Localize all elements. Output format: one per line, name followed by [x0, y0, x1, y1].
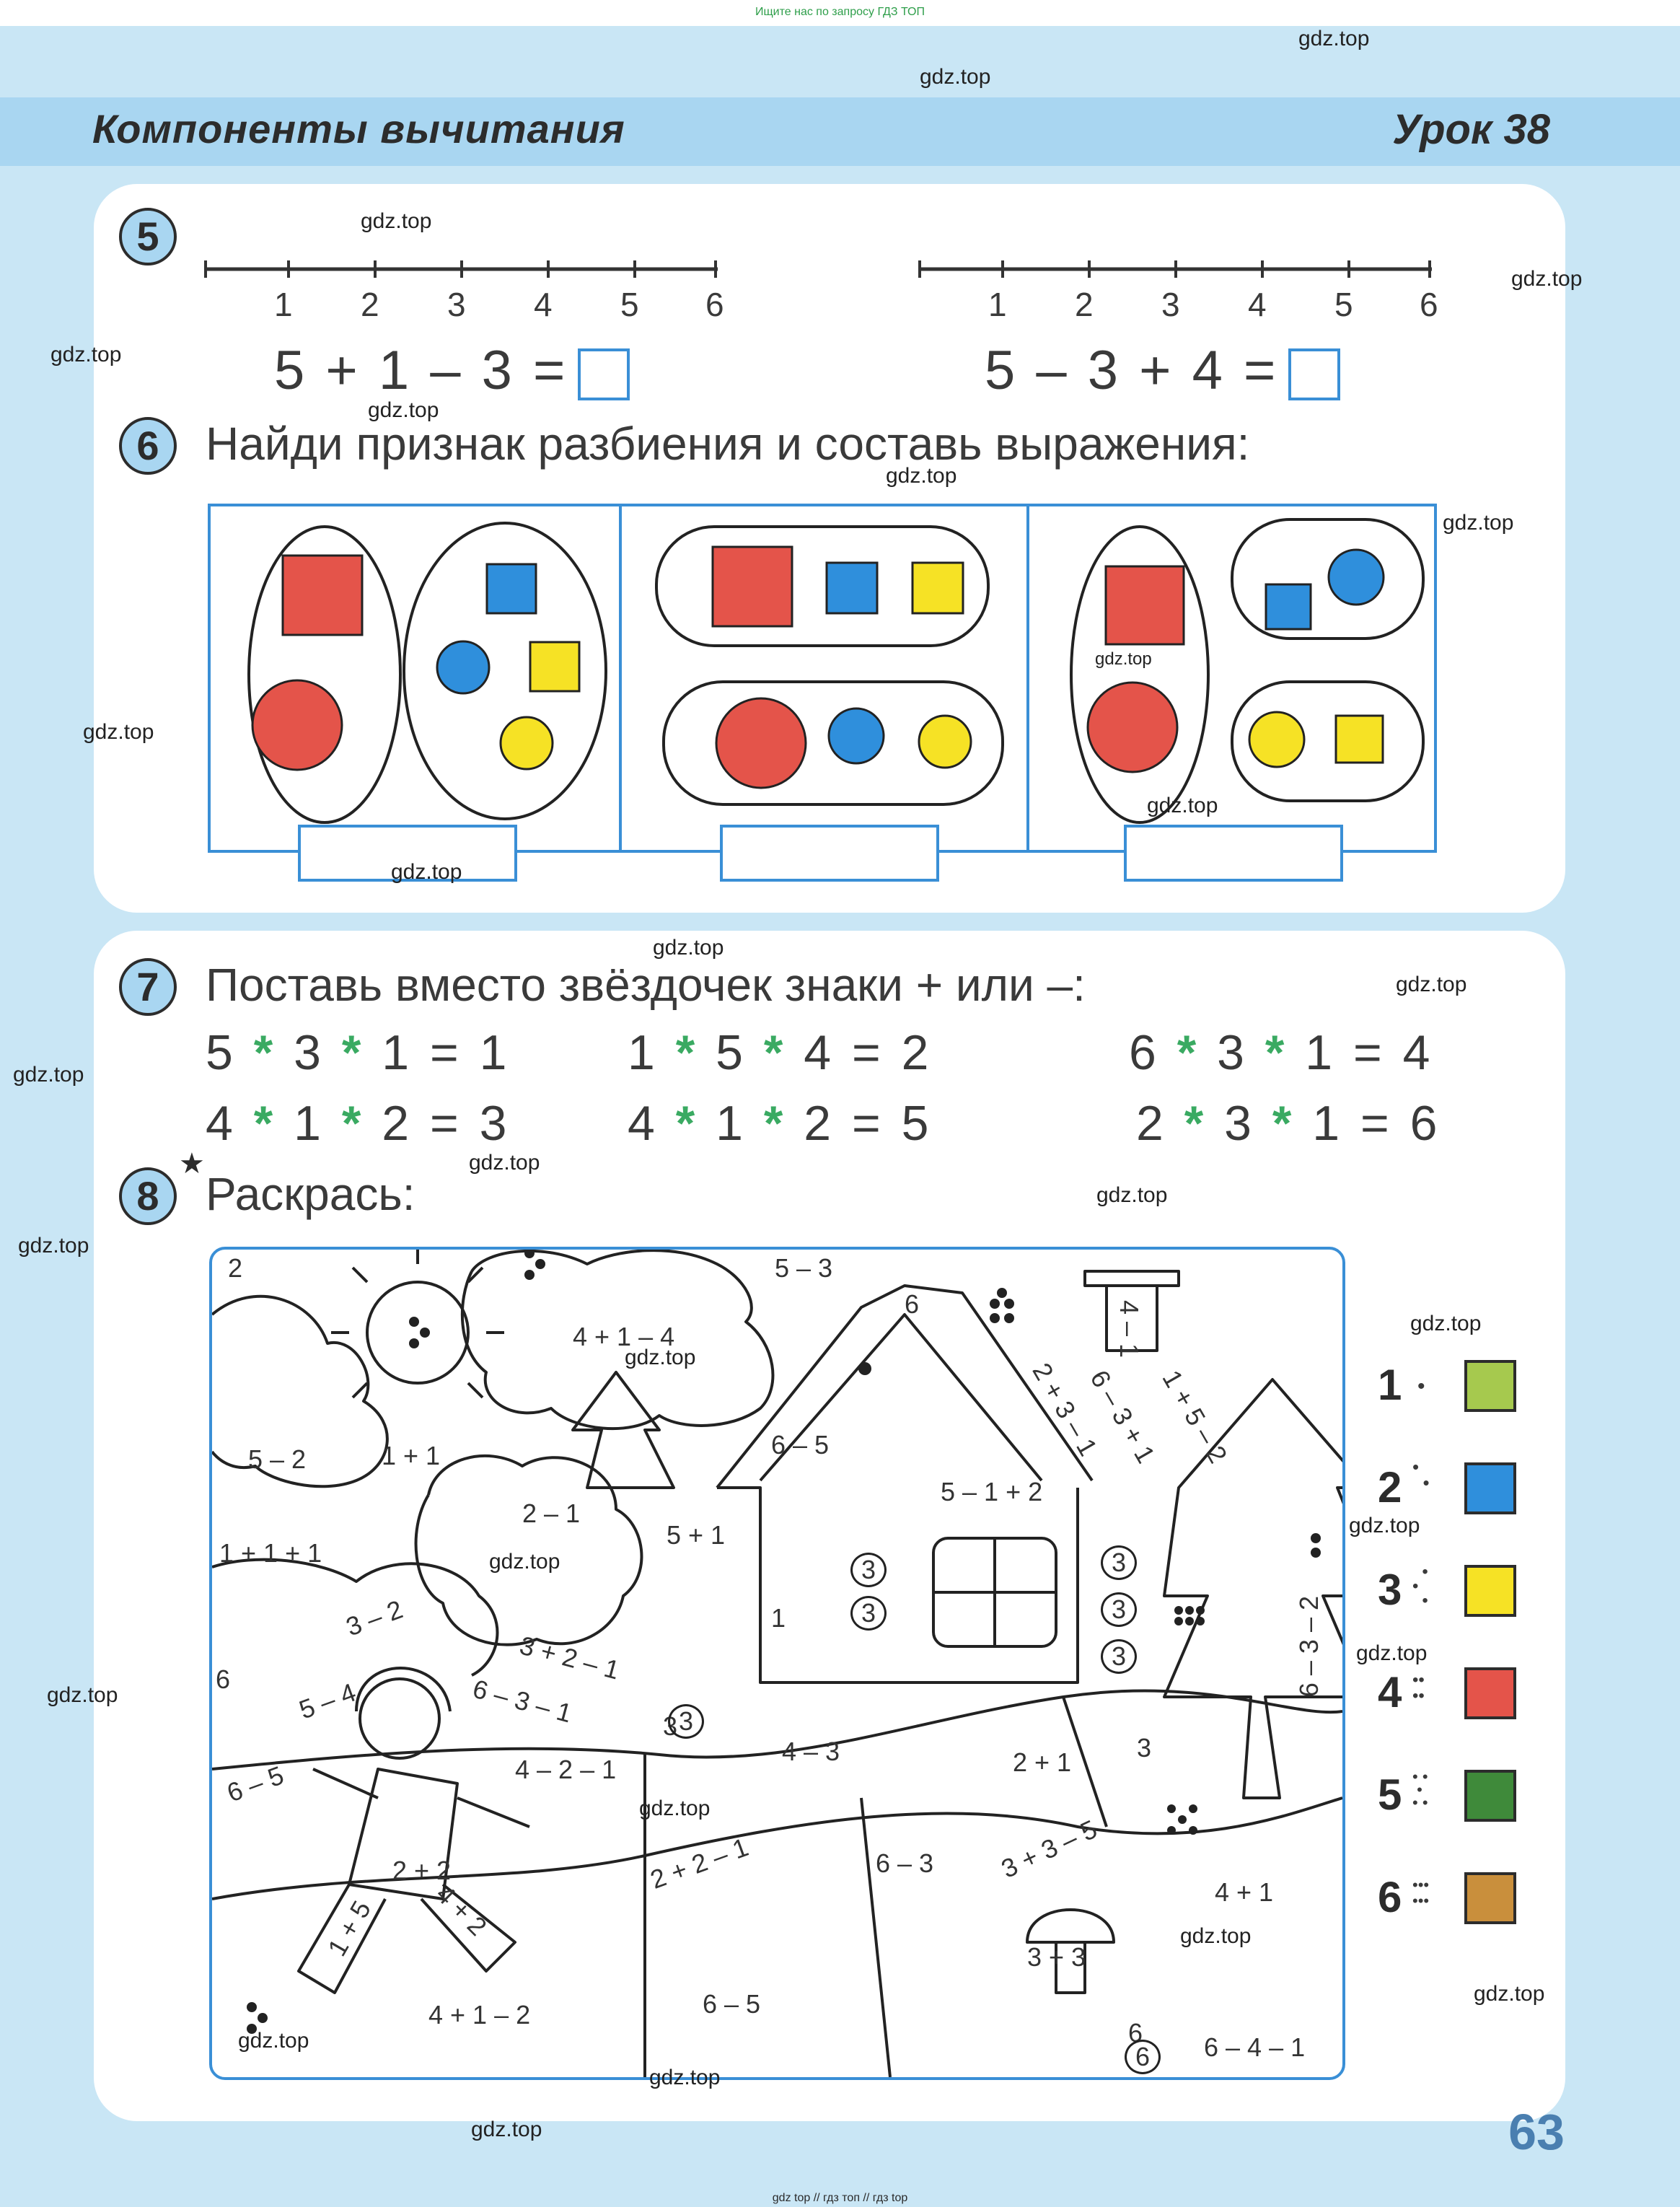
legend-number: 1	[1378, 1361, 1402, 1409]
region-label: 6	[1125, 2040, 1161, 2074]
dot-markers	[212, 1250, 1342, 2077]
five-dots-icon: • • • • •	[1412, 1768, 1428, 1812]
region-label: 1 + 5 – 2	[1156, 1365, 1233, 1468]
top-search-note: Ищите нас по запросу ГДЗ ТОП	[755, 6, 925, 18]
task-6-number: 6	[119, 417, 177, 475]
region-label: 6	[905, 1289, 920, 1319]
legend-row	[1371, 1356, 1529, 1421]
tick-label: 6	[705, 286, 724, 323]
tick-label: 2	[1075, 286, 1094, 323]
region-label: 2 + 2 – 1	[646, 1832, 752, 1895]
task-7-text: Поставь вместо звёздочек знаки + или –:	[206, 959, 1086, 1011]
legend-number: 3	[1378, 1566, 1402, 1614]
region-label: 3	[663, 1711, 678, 1741]
legend-number: 2	[1378, 1463, 1402, 1511]
region-label: 2	[228, 1253, 243, 1283]
watermark: gdz.top	[886, 464, 957, 488]
watermark: gdz.top	[1349, 1514, 1420, 1537]
tick-label: 4	[534, 286, 553, 323]
lesson-number: Урок 38	[1392, 106, 1550, 153]
legend-row	[1371, 1561, 1529, 1626]
equation-2-1: 4 * 1 * 2 = 3	[206, 1096, 507, 1151]
region-label: 1	[771, 1603, 786, 1633]
region-label: 5 – 4	[295, 1677, 360, 1725]
region-label: 3	[1101, 1592, 1137, 1627]
tick-label: 5	[1334, 286, 1353, 323]
watermark: gdz.top	[920, 65, 991, 89]
page-number: 63	[1508, 2104, 1565, 2160]
region-label: 3 – 2	[342, 1594, 407, 1642]
legend-row	[1371, 1664, 1529, 1729]
watermark: gdz.top	[469, 1151, 540, 1175]
tick-label: 6	[1420, 286, 1438, 323]
equation-1-3: 6 * 3 * 1 = 4	[1129, 1025, 1430, 1080]
region-label: 1 + 5	[322, 1895, 377, 1962]
watermark: gdz.top	[1356, 1641, 1428, 1665]
partition-answer-box-2	[721, 826, 938, 880]
legend-swatch	[1464, 1770, 1516, 1822]
region-label: 2 + 2	[392, 1856, 452, 1885]
watermark: gdz.top	[1396, 973, 1467, 996]
equation-1-1: 5 * 3 * 1 = 1	[206, 1025, 507, 1080]
tick-label: 4	[1248, 286, 1267, 323]
tick-label: 2	[361, 286, 379, 323]
region-label: 5 – 1 + 2	[941, 1477, 1043, 1506]
expression-right	[985, 339, 1340, 402]
watermark: gdz.top	[625, 1346, 696, 1369]
watermark: gdz.top	[1096, 1183, 1168, 1207]
region-label: 6 – 3 – 2	[1294, 1596, 1324, 1698]
watermark: gdz.top	[1443, 511, 1514, 535]
legend-swatch	[1464, 1872, 1516, 1924]
task-5-number: 5	[119, 208, 177, 266]
region-label: 3	[850, 1596, 887, 1631]
answer-box-left[interactable]	[578, 348, 630, 400]
region-label: 3	[1101, 1545, 1137, 1580]
region-label: 6 – 3 – 1	[470, 1673, 576, 1729]
watermark: gdz.top	[18, 1234, 89, 1258]
region-label: 4 + 1	[1215, 1877, 1274, 1907]
region-label: 4 – 2 – 1	[515, 1755, 617, 1784]
watermark: gdz.top	[471, 2118, 542, 2141]
region-label: 3	[850, 1553, 887, 1587]
legend-row	[1371, 1869, 1529, 1934]
region-label: 2 – 1	[522, 1499, 581, 1528]
watermark: gdz.top	[1298, 27, 1370, 51]
tick-label: 1	[274, 286, 293, 323]
expression-left-text: 5 + 1 – 3 =	[274, 340, 568, 401]
tick-label: 5	[620, 286, 639, 323]
legend-number: 4	[1378, 1668, 1402, 1716]
two-dots-icon: • •	[1412, 1456, 1430, 1493]
watermark: gdz.top	[1511, 267, 1583, 291]
legend-swatch	[1464, 1360, 1516, 1412]
region-label: 4 + 1 – 2	[428, 2000, 531, 2030]
expression-right-text: 5 – 3 + 4 =	[985, 340, 1279, 401]
partition-answer-box-3	[1125, 826, 1342, 880]
watermark: gdz.top	[83, 720, 154, 744]
watermark: gdz.top	[649, 2066, 721, 2089]
one-dot-icon: •	[1417, 1374, 1425, 1398]
region-label: 3 + 3	[1027, 1942, 1086, 1972]
watermark: gdz.top	[391, 860, 462, 884]
region-label: 3	[1137, 1733, 1152, 1763]
equation-2-2: 4 * 1 * 2 = 5	[628, 1096, 929, 1151]
task-8-number: 8	[119, 1167, 177, 1225]
watermark: gdz.top	[653, 936, 724, 960]
page-title: Компоненты вычитания	[92, 106, 625, 152]
region-label: 3	[668, 1704, 704, 1739]
watermark: gdz.top	[489, 1550, 560, 1574]
watermark: gdz.top	[1410, 1312, 1482, 1335]
answer-box-right[interactable]	[1288, 348, 1340, 400]
equation-1-2: 1 * 5 * 4 = 2	[628, 1025, 929, 1080]
region-label: 2 + 3 – 1	[1026, 1358, 1104, 1461]
region-label: 6 – 4 – 1	[1204, 2032, 1306, 2062]
watermark: gdz.top	[1474, 1982, 1545, 2006]
region-label: 3	[1101, 1639, 1137, 1674]
legend-swatch	[1464, 1667, 1516, 1719]
six-dots-icon: ••• •••	[1412, 1876, 1430, 1910]
watermark: gdz.top	[50, 343, 122, 367]
region-label: 1 + 1	[382, 1441, 441, 1470]
task-7-number: 7	[119, 958, 177, 1016]
equation-2-3: 2 * 3 * 1 = 6	[1136, 1096, 1438, 1151]
coloring-picture	[209, 1247, 1345, 2080]
watermark: gdz.top	[1180, 1924, 1252, 1948]
legend-row	[1371, 1766, 1529, 1831]
region-label: 5 – 3	[775, 1253, 833, 1283]
region-label: 6 – 5	[703, 1989, 761, 2019]
region-label: 4 + 2	[430, 1879, 493, 1941]
legend-number: 5	[1378, 1771, 1402, 1819]
watermark: gdz.top	[1147, 794, 1218, 817]
region-label: 6 – 3	[876, 1848, 934, 1878]
region-label: 4 + 1 – 4	[573, 1322, 675, 1351]
region-label: 1 + 1 + 1	[219, 1538, 322, 1568]
watermark: gdz.top	[639, 1796, 711, 1820]
watermark: gdz.top	[13, 1063, 84, 1087]
watermark: gdz.top	[47, 1683, 118, 1707]
region-label: 6 – 5	[771, 1430, 830, 1460]
region-label: 6 – 3 + 1	[1084, 1365, 1161, 1468]
region-label: 5 – 2	[248, 1444, 307, 1474]
partition-figures	[202, 498, 1443, 895]
tick-label: 3	[447, 286, 466, 323]
tick-label: 1	[988, 286, 1007, 323]
watermark: gdz.top	[238, 2029, 309, 2053]
bottom-note: gdz top // гдз топ // гдз top	[772, 2192, 908, 2204]
region-label: 3 + 2 – 1	[516, 1630, 623, 1685]
region-label: 6	[216, 1664, 231, 1694]
task-8-text: Раскрась:	[206, 1168, 415, 1220]
three-dots-icon: • • •	[1412, 1562, 1428, 1610]
watermark: gdz.top	[361, 209, 432, 233]
legend-swatch	[1464, 1565, 1516, 1617]
legend-number: 6	[1378, 1873, 1402, 1921]
region-label: 6	[1128, 2018, 1143, 2048]
star-icon: ★	[179, 1148, 205, 1180]
task-6-text: Найди признак разбиения и составь выражения:	[206, 418, 1250, 470]
region-label: 2 + 1	[1013, 1747, 1072, 1777]
region-label: 4 – 1	[1114, 1300, 1144, 1359]
watermark: gdz.top	[1095, 649, 1152, 669]
four-dots-icon: •• ••	[1412, 1670, 1425, 1706]
legend-swatch	[1464, 1462, 1516, 1514]
watermark: gdz.top	[368, 398, 439, 422]
tick-label: 3	[1161, 286, 1180, 323]
expression-left	[274, 339, 630, 402]
region-label: 5 + 1	[667, 1520, 726, 1550]
region-label: 6 – 5	[223, 1760, 288, 1808]
region-label: 3 + 3 – 5	[996, 1814, 1101, 1884]
region-label: 4 – 3	[782, 1737, 840, 1766]
